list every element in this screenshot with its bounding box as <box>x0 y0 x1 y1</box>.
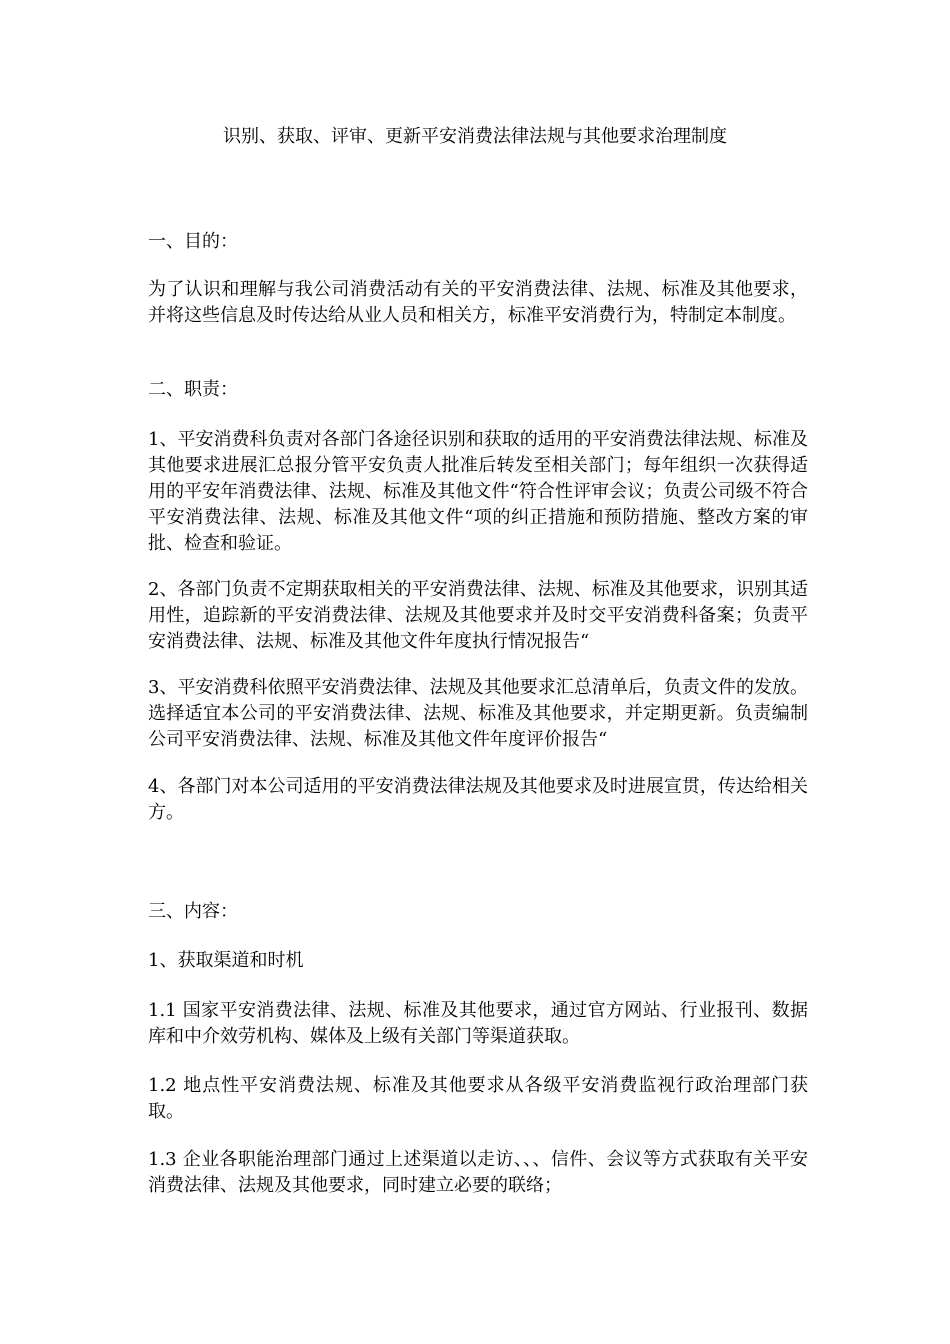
content-paragraph-1: 1、获取渠道和时机 <box>148 950 304 971</box>
purpose-paragraph: 为了认识和理解与我公司消费活动有关的平安消费法律、法规、标准及其他要求，并将这些信息及时传达给从业人员和相关方，标准平安消费行为，特制定本制度。 <box>148 279 808 326</box>
section-heading-content: 三、内容： <box>148 901 238 922</box>
content-paragraph-1-3: 1.3 企业各职能治理部门通过上述渠道以走访、、、信件、会议等方式获取有关平安消费法律、法规及其他要求，同时建立必要的联络； <box>148 1149 808 1196</box>
responsibility-paragraph-4: 4、各部门对本公司适用的平安消费法律法规及其他要求及时进展宣贯，传达给相关方。 <box>148 776 808 823</box>
document-title: 识别、获取、评审、更新平安消费法律法规与其他要求治理制度 <box>223 126 727 147</box>
section-heading-responsibilities: 二、职责： <box>148 379 238 400</box>
content-paragraph-1-1: 1.1 国家平安消费法律、法规、标准及其他要求，通过官方网站、行业报刊、数据库和中介效劳机构、媒体及上级有关部门等渠道获取。 <box>148 1000 808 1047</box>
content-paragraph-1-2: 1.2 地点性平安消费法规、标准及其他要求从各级平安消费监视行政治理部门获取。 <box>148 1075 808 1122</box>
section-heading-purpose: 一、目的： <box>148 231 238 252</box>
responsibility-paragraph-3: 3、平安消费科依照平安消费法律、法规及其他要求汇总清单后，负责文件的发放。选择适宜本公司的平安消费法律、法规、标准及其他要求，并定期更新。负责编制公司平安消费法律、法规、标准及其他文件年度评价报告“ <box>148 677 808 750</box>
responsibility-paragraph-2: 2、各部门负责不定期获取相关的平安消费法律、法规、标准及其他要求，识别其适用性，追踪新的平安消费法律、法规及其他要求并及时交平安消费科备案；负责平安消费法律、法规、标准及其他文件年度执行情况报告“ <box>148 579 808 652</box>
responsibility-paragraph-1: 1、平安消费科负责对各部门各途径识别和获取的适用的平安消费法律法规、标准及其他要求进展汇总报分管平安负责人批准后转发至相关部门；每年组织一次获得适用的平安年消费法律、法规、标准及其他文件“符合性评审会议；负责公司级不符合平安消费法律、法规、标准及其他文件“项的纠正措施和预防措施、整改方案的审批、检查和验证。 <box>148 429 808 554</box>
